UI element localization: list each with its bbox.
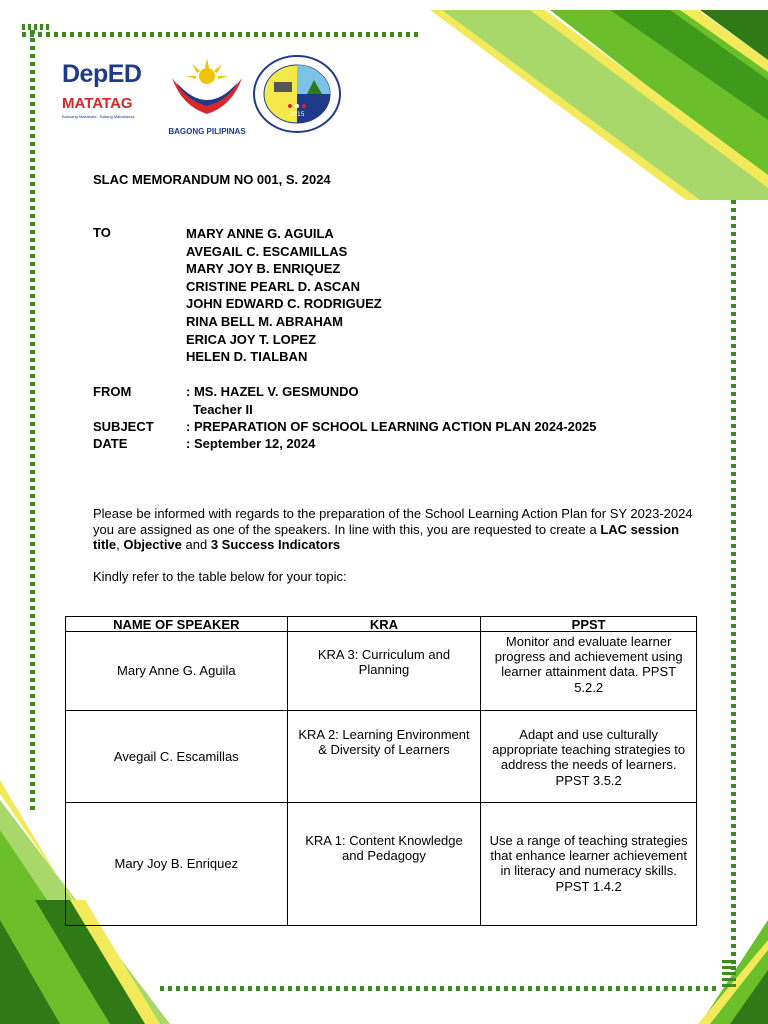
lac-session-title-emphasis: LAC session title: [93, 521, 680, 553]
dotted-border-corner: [22, 24, 52, 30]
date-label: DATE: [93, 436, 128, 451]
deped-wordmark: DepED: [62, 60, 142, 88]
to-label: TO: [93, 225, 111, 240]
recipient-name: HELEN D. TIALBAN: [186, 349, 308, 365]
recipient-name: MARY ANNE G. AGUILA: [186, 226, 334, 241]
table-row: [66, 803, 697, 926]
matatag-wordmark: MATATAG: [62, 95, 133, 112]
top-right-decoration: [400, 0, 768, 200]
from-role: Teacher II: [193, 402, 253, 417]
bagong-pilipinas-emblem: [162, 56, 252, 120]
table-intro-text: Kindly refer to the table below for your topic:: [93, 569, 347, 584]
separator-text: ,: [116, 537, 124, 553]
ppst-cell: Monitor and evaluate learner progress and achievement using learner attainment data. PPST 5.2.2: [481, 632, 697, 711]
date-value: : September 12, 2024: [186, 436, 316, 451]
recipient-name: JOHN EDWARD C. RODRIGUEZ: [186, 296, 382, 312]
subject-label: SUBJECT: [93, 419, 154, 434]
ppst-cell: Adapt and use culturally appropriate teaching strategies to address the needs of learners. PPST 3.5.2: [481, 711, 697, 803]
speaker-cell: Mary Joy B. Enriquez: [66, 803, 288, 926]
from-label: FROM: [93, 384, 132, 399]
recipient-name: RINA BELL M. ABRAHAM: [186, 313, 343, 329]
header-name-of-speaker: NAME OF SPEAKER: [66, 617, 288, 632]
dotted-border-bottom-right: [722, 960, 736, 990]
from-value: : MS. HAZEL V. GESMUNDO: [186, 384, 359, 399]
recipient-name: ERICA JOY T. LOPEZ: [186, 331, 317, 347]
bagong-pilipinas-logo: [162, 56, 252, 136]
header-kra: KRA: [287, 617, 481, 632]
school-seal-logo: [252, 54, 342, 134]
kra-cell: KRA 1: Content Knowledge and Pedagogy: [287, 803, 481, 926]
subject-row: [93, 419, 597, 434]
table-row: [66, 632, 697, 711]
kra-cell: KRA 3: Curriculum and Planning: [287, 632, 481, 711]
speaker-cell: Mary Anne G. Aguila: [66, 632, 288, 711]
table-row: [66, 711, 697, 803]
success-indicators-emphasis: 3 Success Indicators: [210, 537, 341, 553]
speaker-cell: Avegail C. Escamillas: [66, 711, 288, 803]
recipient-name: CRISTINE PEARL D. ASCAN: [186, 278, 361, 294]
speaker-topic-table: [65, 616, 697, 926]
subject-value: : PREPARATION OF SCHOOL LEARNING ACTION PLAN 2024-2025: [186, 419, 597, 434]
table-header-row: [66, 617, 697, 632]
deped-matatag-logo: [62, 60, 152, 135]
date-row: [93, 436, 315, 451]
recipient-list: [186, 225, 382, 366]
matatag-tagline: Bansang Makabata · Batang Makabansa: [62, 114, 135, 119]
recipient-name: MARY JOY B. ENRIQUEZ: [186, 261, 341, 277]
body-paragraph-text: Please be informed with regards to the preparation of the School Learning Action Plan for SY 2023-2024 you are assigned as one of the speakers. In line with this, you are requested to create a: [93, 506, 693, 537]
kra-cell: KRA 2: Learning Environment & Diversity of Learners: [287, 711, 481, 803]
dotted-border-right: [731, 200, 736, 970]
school-seal-year: 2015: [289, 111, 305, 118]
ppst-cell: Use a range of teaching strategies that enhance learner achievement in literacy and numeracy skills. PPST 1.4.2: [481, 803, 697, 926]
bagong-pilipinas-text: BAGONG PILIPINAS: [168, 127, 246, 136]
separator-text: and: [181, 537, 211, 553]
header-ppst: PPST: [481, 617, 697, 632]
dotted-border-left: [30, 30, 35, 810]
from-row: [93, 384, 359, 399]
memo-title: SLAC MEMORANDUM NO 001, S. 2024: [93, 172, 331, 187]
recipient-name: AVEGAIL C. ESCAMILLAS: [186, 243, 348, 259]
objective-emphasis: Objective: [123, 537, 182, 553]
dotted-border-top: [22, 32, 422, 37]
dotted-border-bottom: [160, 986, 720, 991]
body-paragraph: [93, 506, 693, 553]
